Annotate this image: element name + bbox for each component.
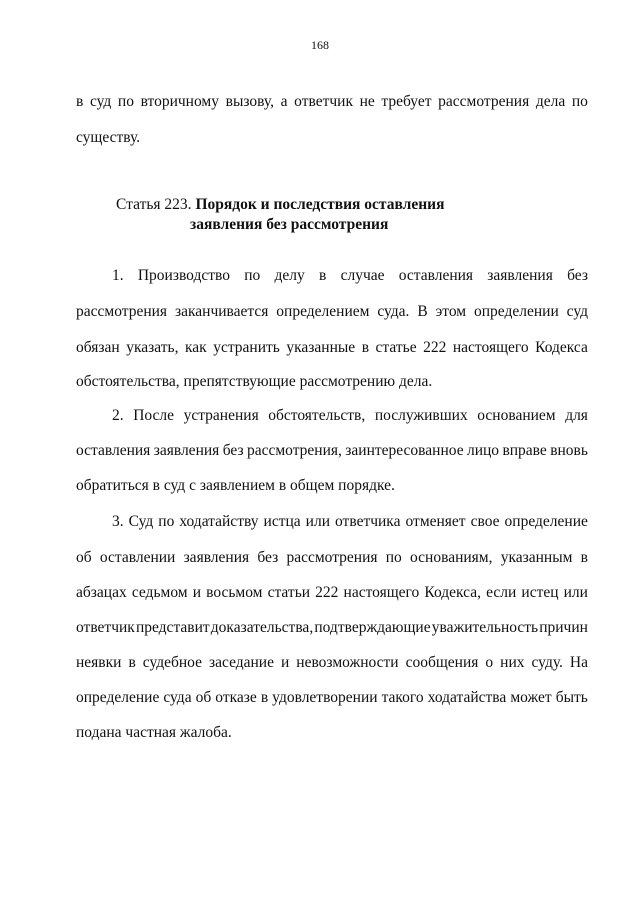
word: настоящего [343, 584, 420, 601]
word: об [76, 549, 92, 566]
word: судебное [142, 654, 202, 671]
word: основаниям, [410, 549, 493, 566]
article-title-line-1: Порядок и последствия оставления [195, 196, 445, 213]
word: определением [276, 303, 370, 320]
page-number: 168 [311, 38, 329, 52]
word: дела [535, 93, 566, 110]
word: вправе [502, 442, 547, 459]
word: устранения [183, 407, 259, 424]
word: делу [274, 267, 305, 284]
word: для [565, 407, 588, 424]
word: седьмом [131, 584, 188, 601]
article-heading-2 [190, 215, 388, 235]
word: них [500, 654, 525, 671]
p3-line-5 [76, 653, 588, 673]
word: указанные [286, 339, 356, 356]
word: абзацах [76, 584, 127, 601]
word: об [195, 689, 212, 706]
word: без [257, 549, 279, 566]
word: обстоятельств, [268, 407, 366, 424]
word: 222 [423, 339, 447, 356]
word: лицо [466, 442, 500, 459]
word: указанным [500, 549, 573, 566]
word: и [192, 584, 201, 601]
p3-line-4 [76, 618, 588, 638]
word: основанием [477, 407, 556, 424]
p2-line-1 [112, 406, 588, 426]
word: ответчик [76, 619, 135, 636]
word: а [280, 93, 288, 110]
word: в [319, 267, 327, 284]
word: заявления [487, 267, 553, 284]
word: восьмом [206, 584, 263, 601]
word: В [417, 303, 428, 320]
word: отменяет [405, 513, 466, 530]
word: представит [135, 619, 210, 636]
word: сообщения [405, 654, 479, 671]
word: статье [375, 339, 417, 356]
word: не [359, 93, 375, 110]
word: ответчика [335, 513, 401, 530]
word: После [133, 407, 175, 424]
word: ходатайства [427, 689, 507, 706]
word: если [486, 584, 517, 601]
word: определение [504, 513, 588, 530]
word: может [510, 689, 552, 706]
word: вновь [550, 442, 588, 459]
p3-line-1 [112, 512, 588, 532]
p3-line-2 [76, 548, 588, 568]
word: вызову, [225, 93, 275, 110]
word: 222 [315, 584, 339, 601]
p1-line-2 [76, 302, 588, 322]
word: определении [474, 303, 559, 320]
word: о [485, 654, 494, 671]
article-prefix: Статья 223. [116, 196, 192, 213]
word: без [222, 442, 244, 459]
word: такого [381, 689, 424, 706]
word: настоящего [452, 339, 529, 356]
word: заинтересованное [345, 442, 464, 459]
intro-line-1 [76, 92, 588, 112]
article-title-line-2: заявления без рассмотрения [190, 216, 389, 233]
word: Производство [137, 267, 230, 284]
word: в [260, 689, 269, 706]
word: заявления [183, 549, 250, 566]
p1-line-1 [112, 266, 588, 286]
word: статьи [267, 584, 311, 601]
word: быть [555, 689, 588, 706]
word: по [244, 267, 261, 284]
word: заявления [153, 442, 220, 459]
word: На [569, 654, 588, 671]
word: в [76, 93, 84, 110]
word: определение [76, 689, 160, 706]
word: 3. [112, 513, 124, 530]
word: по [571, 93, 588, 110]
word: ответчик [294, 93, 353, 110]
p1-line-3 [76, 338, 588, 358]
word: устранить [213, 339, 280, 356]
word: оставления [76, 442, 151, 459]
word: или [305, 513, 330, 530]
word: рассмотрения, [246, 442, 342, 459]
word: суд [89, 93, 112, 110]
word: рассмотрения [76, 303, 168, 320]
word: суду. [531, 654, 563, 671]
word: истец [521, 584, 559, 601]
word: суда [163, 689, 192, 706]
article-heading [116, 195, 444, 215]
word: суд [566, 303, 588, 320]
word: по [385, 549, 402, 566]
p3-line-6 [76, 688, 588, 708]
word: уважительность [431, 619, 539, 636]
word: указать, [126, 339, 179, 356]
word: и [280, 654, 290, 671]
word: неявки [76, 654, 122, 671]
word: заседание [209, 654, 274, 671]
word: невозможности [296, 654, 399, 671]
word: рассмотрения [286, 549, 378, 566]
word: по [158, 513, 175, 530]
word: доказательства, [210, 619, 314, 636]
word: ходатайству [179, 513, 259, 530]
word: случае [340, 267, 385, 284]
word: причин [539, 619, 588, 636]
p1-line-4: обстоятельства, препятствующие рассмотрению дела. [76, 373, 433, 390]
word: этом [435, 303, 467, 320]
p2-line-3: обратиться в суд с заявлением в общем порядке. [76, 477, 395, 494]
word: истца [263, 513, 301, 530]
word: 2. [112, 407, 124, 424]
word: Кодекса [535, 339, 588, 356]
word: суда. [377, 303, 410, 320]
word: послуживших [374, 407, 468, 424]
p3-line-3 [76, 583, 588, 603]
word: отказе [215, 689, 257, 706]
word: или [563, 584, 588, 601]
p2-line-2 [76, 441, 588, 461]
word: без [567, 267, 588, 284]
word: оставления [398, 267, 474, 284]
word: как [184, 339, 207, 356]
word: требует [381, 93, 432, 110]
word: по [117, 93, 134, 110]
word: вторичному [140, 93, 219, 110]
word: в [361, 339, 370, 356]
word: 1. [112, 267, 124, 284]
word: удовлетворении [272, 689, 378, 706]
word: в [128, 654, 136, 671]
word: обязан [76, 339, 120, 356]
word: подтверждающие [314, 619, 431, 636]
word: Суд [128, 513, 154, 530]
word: оставлении [99, 549, 176, 566]
word: заканчивается [174, 303, 269, 320]
word: в [580, 549, 588, 566]
intro-line-2: существу. [76, 129, 141, 146]
word: рассмотрения [438, 93, 530, 110]
word: Кодекса, [424, 584, 481, 601]
word: свое [470, 513, 500, 530]
p3-line-7: подана частная жалоба. [76, 724, 232, 741]
